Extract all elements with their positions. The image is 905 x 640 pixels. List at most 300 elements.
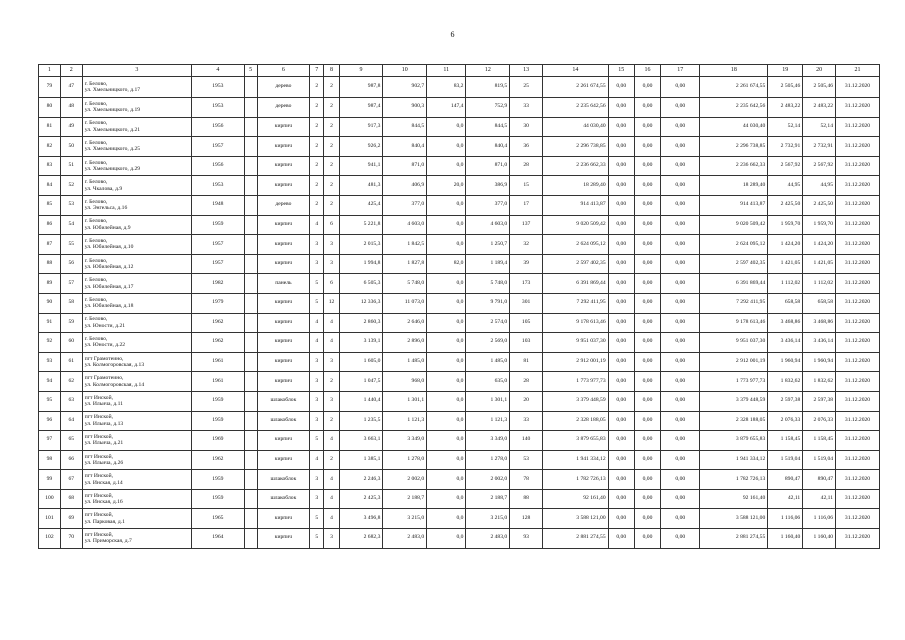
cell-col-16: 0,00 <box>634 254 660 274</box>
cell-row-number: 102 <box>39 529 61 549</box>
table-row <box>39 352 880 372</box>
cell-cost-per-sqm: 1 160,40 <box>768 529 803 549</box>
cell-col-15: 0,00 <box>608 156 634 176</box>
cell-cost-per-sqm-limit: 2 483,22 <box>803 98 836 118</box>
address-locality: пгт Инской, <box>84 414 113 421</box>
cell-residents: 137 <box>510 215 543 235</box>
cell-total-cost: 2 296 738,85 <box>543 137 609 157</box>
cell-col-15: 0,00 <box>608 372 634 392</box>
cell-build-year: 1962 <box>192 450 244 470</box>
cell-total-area: 1 385,1 <box>339 450 383 470</box>
cell-col-15: 0,00 <box>608 215 634 235</box>
cell-floors: 2 <box>310 156 324 176</box>
cell-completion-date: 31.12.2020 <box>836 333 880 353</box>
table-row <box>39 176 880 196</box>
cell-col-17: 0,00 <box>661 372 700 392</box>
cell-wall-material: дерево <box>257 98 309 118</box>
cell-build-year: 1964 <box>192 529 244 549</box>
cell-wall-material: шлакоблок <box>257 470 309 490</box>
table-row <box>39 215 880 235</box>
cell-living-area: 902,7 <box>383 77 427 98</box>
column-header-10: 10 <box>383 65 427 77</box>
cell-address <box>82 235 191 255</box>
cell-private-area: 9 791,0 <box>466 293 510 313</box>
cell-col-16: 0,00 <box>634 235 660 255</box>
cell-wall-material: кирпич <box>257 156 309 176</box>
cell-record-number: 65 <box>60 431 82 451</box>
address-street: ул. Хмельницкого, д.25 <box>84 146 141 153</box>
cell-cost-fund: 2 912 001,19 <box>700 352 768 372</box>
cell-col-17: 0,00 <box>661 352 700 372</box>
cell-cost-per-sqm-limit: 658,58 <box>803 293 836 313</box>
cell-build-year: 1959 <box>192 391 244 411</box>
cell-entrances: 4 <box>324 489 339 509</box>
column-header-2: 2 <box>60 65 82 77</box>
cell-total-cost: 2 328 188,05 <box>543 411 609 431</box>
cell-row-number: 98 <box>39 450 61 470</box>
cell-total-cost: 18 289,40 <box>543 176 609 196</box>
cell-wall-material: кирпич <box>257 313 309 333</box>
address-locality: пгт Инской, <box>84 473 113 480</box>
cell-build-year: 1979 <box>192 293 244 313</box>
cell-col-15: 0,00 <box>608 411 634 431</box>
cell-entrances: 2 <box>324 137 339 157</box>
table-row <box>39 372 880 392</box>
cell-build-year: 1953 <box>192 98 244 118</box>
cell-wall-material: кирпич <box>257 235 309 255</box>
cell-living-area: 1 485,0 <box>383 352 427 372</box>
cell-cost-per-sqm-limit: 1 959,70 <box>803 215 836 235</box>
table-row <box>39 77 880 98</box>
cell-entrances: 4 <box>324 333 339 353</box>
cell-wall-material: шлакоблок <box>257 489 309 509</box>
cell-col-15: 0,00 <box>608 470 634 490</box>
cell-cost-per-sqm-limit: 2 076,33 <box>803 411 836 431</box>
cell-completion-date: 31.12.2020 <box>836 470 880 490</box>
cell-record-number: 55 <box>60 235 82 255</box>
cell-row-number: 88 <box>39 254 61 274</box>
cell-nonresidential-area: 0,0 <box>427 509 466 529</box>
cell-col-16: 0,00 <box>634 176 660 196</box>
cell-completion-date: 31.12.2020 <box>836 77 880 98</box>
table-row <box>39 313 880 333</box>
cell-total-area: 917,3 <box>339 117 383 137</box>
cell-private-area: 2 483,0 <box>466 529 510 549</box>
cell-living-area: 5 748,0 <box>383 274 427 294</box>
cell-cost-per-sqm: 1 424,20 <box>768 235 803 255</box>
address-locality: г. Белово, <box>84 336 108 342</box>
cell-col-15: 0,00 <box>608 509 634 529</box>
column-header-3: 3 <box>82 65 191 77</box>
cell-col-5 <box>244 235 257 255</box>
cell-floors: 4 <box>310 333 324 353</box>
column-header-7: 7 <box>310 65 324 77</box>
cell-col-16: 0,00 <box>634 195 660 215</box>
address-street: ул. Ильича, д.21 <box>84 440 124 447</box>
cell-floors: 3 <box>310 254 324 274</box>
cell-col-5 <box>244 313 257 333</box>
cell-col-17: 0,00 <box>661 391 700 411</box>
cell-cost-per-sqm: 1 960,94 <box>768 352 803 372</box>
cell-total-area: 3 139,1 <box>339 333 383 353</box>
cell-cost-fund: 9 020 509,42 <box>700 215 768 235</box>
cell-living-area: 4 603,0 <box>383 215 427 235</box>
cell-cost-per-sqm: 1 832,62 <box>768 372 803 392</box>
cell-total-cost: 2 912 001,19 <box>543 352 609 372</box>
cell-col-5 <box>244 352 257 372</box>
cell-cost-per-sqm-limit: 2 505,46 <box>803 77 836 98</box>
cell-entrances: 2 <box>324 117 339 137</box>
cell-cost-fund: 2 597 402,35 <box>700 254 768 274</box>
cell-address <box>82 509 191 529</box>
cell-floors: 2 <box>310 77 324 98</box>
cell-wall-material: панель <box>257 274 309 294</box>
cell-col-17: 0,00 <box>661 274 700 294</box>
cell-entrances: 12 <box>324 293 339 313</box>
cell-col-5 <box>244 274 257 294</box>
cell-nonresidential-area: 0,0 <box>427 235 466 255</box>
column-header-14: 14 <box>543 65 609 77</box>
cell-build-year: 1959 <box>192 489 244 509</box>
cell-record-number: 57 <box>60 274 82 294</box>
cell-cost-per-sqm-limit: 42,11 <box>803 489 836 509</box>
table-row <box>39 98 880 118</box>
cell-address <box>82 352 191 372</box>
cell-living-area: 3 349,0 <box>383 431 427 451</box>
address-street: ул. Хмельницкого, д.19 <box>84 107 141 114</box>
cell-col-15: 0,00 <box>608 254 634 274</box>
cell-floors: 5 <box>310 293 324 313</box>
cell-living-area: 2 188,7 <box>383 489 427 509</box>
address-locality: пгт Грамотеино, <box>84 375 124 382</box>
cell-entrances: 4 <box>324 470 339 490</box>
cell-nonresidential-area: 0,0 <box>427 137 466 157</box>
cell-cost-fund: 7 292 411,95 <box>700 293 768 313</box>
address-street: ул. Ильича, д.26 <box>84 459 124 466</box>
cell-total-area: 987,4 <box>339 98 383 118</box>
cell-record-number: 56 <box>60 254 82 274</box>
cell-col-17: 0,00 <box>661 77 700 98</box>
cell-record-number: 58 <box>60 293 82 313</box>
cell-address <box>82 293 191 313</box>
cell-col-15: 0,00 <box>608 391 634 411</box>
cell-address <box>82 176 191 196</box>
cell-floors: 4 <box>310 313 324 333</box>
cell-wall-material: кирпич <box>257 117 309 137</box>
cell-cost-per-sqm: 1 112,02 <box>768 274 803 294</box>
cell-entrances: 4 <box>324 431 339 451</box>
cell-total-cost: 914 413,87 <box>543 195 609 215</box>
cell-wall-material: кирпич <box>257 137 309 157</box>
cell-total-area: 1 235,5 <box>339 411 383 431</box>
cell-nonresidential-area: 0,0 <box>427 411 466 431</box>
cell-residents: 15 <box>510 176 543 196</box>
cell-completion-date: 31.12.2020 <box>836 293 880 313</box>
cell-col-5 <box>244 117 257 137</box>
cell-col-16: 0,00 <box>634 489 660 509</box>
cell-cost-fund: 1 773 977,73 <box>700 372 768 392</box>
cell-address <box>82 98 191 118</box>
cell-completion-date: 31.12.2020 <box>836 489 880 509</box>
cell-total-area: 2 015,3 <box>339 235 383 255</box>
cell-nonresidential-area: 0,0 <box>427 293 466 313</box>
cell-living-area: 11 073,0 <box>383 293 427 313</box>
cell-private-area: 1 301,1 <box>466 391 510 411</box>
cell-living-area: 844,5 <box>383 117 427 137</box>
cell-nonresidential-area: 0,0 <box>427 195 466 215</box>
cell-col-17: 0,00 <box>661 98 700 118</box>
column-header-6: 6 <box>257 65 309 77</box>
cell-residents: 17 <box>510 195 543 215</box>
cell-cost-per-sqm-limit: 1 960,94 <box>803 352 836 372</box>
cell-floors: 4 <box>310 450 324 470</box>
table-row <box>39 137 880 157</box>
column-header-21: 21 <box>836 65 880 77</box>
address-street: ул. Инская, д.16 <box>84 499 123 506</box>
cell-col-15: 0,00 <box>608 274 634 294</box>
cell-residents: 173 <box>510 274 543 294</box>
cell-residents: 53 <box>510 450 543 470</box>
address-street: ул. Хмельницкого, д.17 <box>84 87 141 93</box>
cell-col-15: 0,00 <box>608 431 634 451</box>
cell-wall-material: кирпич <box>257 176 309 196</box>
cell-build-year: 1953 <box>192 77 244 98</box>
cell-private-area: 635,0 <box>466 372 510 392</box>
cell-build-year: 1956 <box>192 117 244 137</box>
cell-living-area: 840,4 <box>383 137 427 157</box>
cell-wall-material: кирпич <box>257 372 309 392</box>
cell-floors: 3 <box>310 391 324 411</box>
cell-private-area: 1 189,4 <box>466 254 510 274</box>
cell-row-number: 86 <box>39 215 61 235</box>
address-street: ул. Юбилейная, д.17 <box>84 283 134 290</box>
cell-living-area: 2 646,0 <box>383 313 427 333</box>
address-street: ул. Юности, д.22 <box>84 342 126 349</box>
cell-cost-per-sqm-limit: 1 116,06 <box>803 509 836 529</box>
cell-entrances: 4 <box>324 509 339 529</box>
cell-cost-fund: 2 881 274,55 <box>700 529 768 549</box>
address-locality: г. Белово, <box>84 277 108 284</box>
cell-completion-date: 31.12.2020 <box>836 313 880 333</box>
cell-col-16: 0,00 <box>634 529 660 549</box>
cell-build-year: 1959 <box>192 411 244 431</box>
cell-wall-material: шлакоблок <box>257 391 309 411</box>
cell-wall-material: дерево <box>257 195 309 215</box>
cell-col-17: 0,00 <box>661 117 700 137</box>
address-locality: г. Белово, <box>84 80 108 87</box>
cell-record-number: 48 <box>60 98 82 118</box>
address-street: ул. Юбилейная, д.12 <box>84 264 134 271</box>
cell-private-area: 840,4 <box>466 137 510 157</box>
cell-private-area: 844,5 <box>466 117 510 137</box>
cell-living-area: 1 842,5 <box>383 235 427 255</box>
cell-address <box>82 156 191 176</box>
table-body <box>39 77 880 549</box>
cell-build-year: 1948 <box>192 195 244 215</box>
cell-cost-fund: 2 261 674,55 <box>700 77 768 98</box>
cell-completion-date: 31.12.2020 <box>836 529 880 549</box>
cell-total-cost: 6 391 869,44 <box>543 274 609 294</box>
cell-floors: 5 <box>310 431 324 451</box>
cell-cost-per-sqm-limit: 1 421,05 <box>803 254 836 274</box>
cell-total-area: 425,4 <box>339 195 383 215</box>
address-street: ул. Юбилейная, д.18 <box>84 303 134 310</box>
cell-col-17: 0,00 <box>661 489 700 509</box>
cell-living-area: 871,0 <box>383 156 427 176</box>
cell-living-area: 3 215,0 <box>383 509 427 529</box>
cell-cost-fund: 3 879 655,83 <box>700 431 768 451</box>
cell-cost-fund: 9 178 613,46 <box>700 313 768 333</box>
cell-entrances: 2 <box>324 98 339 118</box>
column-header-20: 20 <box>803 65 836 77</box>
cell-cost-per-sqm: 2 732,91 <box>768 137 803 157</box>
address-locality: г. Белово, <box>84 179 108 186</box>
address-locality: г. Белово, <box>84 140 108 147</box>
cell-build-year: 1961 <box>192 352 244 372</box>
column-header-1: 1 <box>39 65 61 77</box>
cell-nonresidential-area: 0,0 <box>427 489 466 509</box>
cell-cost-fund: 6 391 869,44 <box>700 274 768 294</box>
cell-col-17: 0,00 <box>661 156 700 176</box>
cell-entrances: 2 <box>324 450 339 470</box>
cell-build-year: 1982 <box>192 274 244 294</box>
cell-private-area: 5 748,0 <box>466 274 510 294</box>
cell-record-number: 67 <box>60 470 82 490</box>
cell-address <box>82 313 191 333</box>
cell-cost-fund: 3 379 448,59 <box>700 391 768 411</box>
cell-floors: 3 <box>310 411 324 431</box>
cell-entrances: 2 <box>324 156 339 176</box>
cell-cost-per-sqm: 3 436,14 <box>768 333 803 353</box>
cell-record-number: 64 <box>60 411 82 431</box>
cell-total-area: 3 496,8 <box>339 509 383 529</box>
cell-cost-per-sqm-limit: 1 424,20 <box>803 235 836 255</box>
cell-row-number: 92 <box>39 333 61 353</box>
cell-col-17: 0,00 <box>661 509 700 529</box>
cell-build-year: 1956 <box>192 156 244 176</box>
cell-nonresidential-area: 0,0 <box>427 274 466 294</box>
cell-row-number: 96 <box>39 411 61 431</box>
cell-nonresidential-area: 0,0 <box>427 156 466 176</box>
cell-row-number: 83 <box>39 156 61 176</box>
cell-private-area: 386,9 <box>466 176 510 196</box>
cell-floors: 2 <box>310 176 324 196</box>
cell-col-16: 0,00 <box>634 470 660 490</box>
cell-total-cost: 1 941 334,12 <box>543 450 609 470</box>
cell-floors: 5 <box>310 509 324 529</box>
cell-total-area: 2 425,3 <box>339 489 383 509</box>
cell-col-5 <box>244 333 257 353</box>
cell-build-year: 1969 <box>192 431 244 451</box>
cell-private-area: 1 250,7 <box>466 235 510 255</box>
cell-total-area: 2 682,3 <box>339 529 383 549</box>
address-street: ул. Колмогоровская, д.13 <box>84 362 145 369</box>
cell-entrances: 2 <box>324 372 339 392</box>
cell-entrances: 6 <box>324 215 339 235</box>
cell-row-number: 80 <box>39 98 61 118</box>
cell-col-16: 0,00 <box>634 293 660 313</box>
cell-col-17: 0,00 <box>661 333 700 353</box>
cell-cost-per-sqm: 42,11 <box>768 489 803 509</box>
cell-col-5 <box>244 489 257 509</box>
cell-entrances: 2 <box>324 77 339 98</box>
cell-record-number: 62 <box>60 372 82 392</box>
cell-wall-material: кирпич <box>257 254 309 274</box>
cell-record-number: 69 <box>60 509 82 529</box>
cell-entrances: 3 <box>324 391 339 411</box>
cell-col-5 <box>244 77 257 98</box>
cell-col-5 <box>244 215 257 235</box>
cell-floors: 3 <box>310 372 324 392</box>
table-row <box>39 195 880 215</box>
address-locality: пгт Инской, <box>84 531 113 538</box>
cell-private-area: 1 485,0 <box>466 352 510 372</box>
cell-entrances: 2 <box>324 195 339 215</box>
cell-col-17: 0,00 <box>661 431 700 451</box>
cell-wall-material: кирпич <box>257 333 309 353</box>
cell-col-17: 0,00 <box>661 235 700 255</box>
cell-col-5 <box>244 293 257 313</box>
cell-total-cost: 9 951 037,30 <box>543 333 609 353</box>
cell-col-16: 0,00 <box>634 372 660 392</box>
cell-col-15: 0,00 <box>608 117 634 137</box>
cell-col-15: 0,00 <box>608 333 634 353</box>
cell-nonresidential-area: 0,0 <box>427 313 466 333</box>
cell-cost-fund: 1 941 334,12 <box>700 450 768 470</box>
cell-col-15: 0,00 <box>608 529 634 549</box>
cell-completion-date: 31.12.2020 <box>836 352 880 372</box>
housing-register-table <box>38 64 880 549</box>
cell-total-cost: 2 261 674,55 <box>543 77 609 98</box>
cell-residents: 78 <box>510 470 543 490</box>
address-street: ул. Хмельницкого, д.21 <box>84 126 141 133</box>
cell-private-area: 752,9 <box>466 98 510 118</box>
cell-total-area: 1 994,8 <box>339 254 383 274</box>
cell-cost-per-sqm-limit: 3 436,14 <box>803 333 836 353</box>
cell-cost-per-sqm-limit: 1 158,45 <box>803 431 836 451</box>
header-row <box>39 65 880 77</box>
cell-residents: 93 <box>510 529 543 549</box>
cell-col-5 <box>244 431 257 451</box>
cell-col-5 <box>244 470 257 490</box>
cell-wall-material: кирпич <box>257 215 309 235</box>
cell-address <box>82 117 191 137</box>
address-locality: пгт Грамотеино, <box>84 355 124 362</box>
cell-floors: 5 <box>310 274 324 294</box>
cell-floors: 3 <box>310 470 324 490</box>
address-locality: г. Белово, <box>84 296 108 303</box>
cell-completion-date: 31.12.2020 <box>836 431 880 451</box>
cell-col-15: 0,00 <box>608 235 634 255</box>
cell-private-area: 2 574,0 <box>466 313 510 333</box>
cell-completion-date: 31.12.2020 <box>836 215 880 235</box>
cell-residents: 28 <box>510 156 543 176</box>
cell-cost-per-sqm: 1 421,05 <box>768 254 803 274</box>
cell-cost-per-sqm-limit: 1 832,62 <box>803 372 836 392</box>
cell-col-15: 0,00 <box>608 313 634 333</box>
cell-col-16: 0,00 <box>634 215 660 235</box>
cell-cost-per-sqm-limit: 3 468,86 <box>803 313 836 333</box>
cell-total-cost: 3 379 448,59 <box>543 391 609 411</box>
cell-col-5 <box>244 176 257 196</box>
cell-living-area: 377,0 <box>383 195 427 215</box>
cell-private-area: 377,0 <box>466 195 510 215</box>
cell-completion-date: 31.12.2020 <box>836 254 880 274</box>
cell-record-number: 60 <box>60 333 82 353</box>
cell-address <box>82 215 191 235</box>
cell-col-16: 0,00 <box>634 450 660 470</box>
cell-total-cost: 9 020 509,42 <box>543 215 609 235</box>
